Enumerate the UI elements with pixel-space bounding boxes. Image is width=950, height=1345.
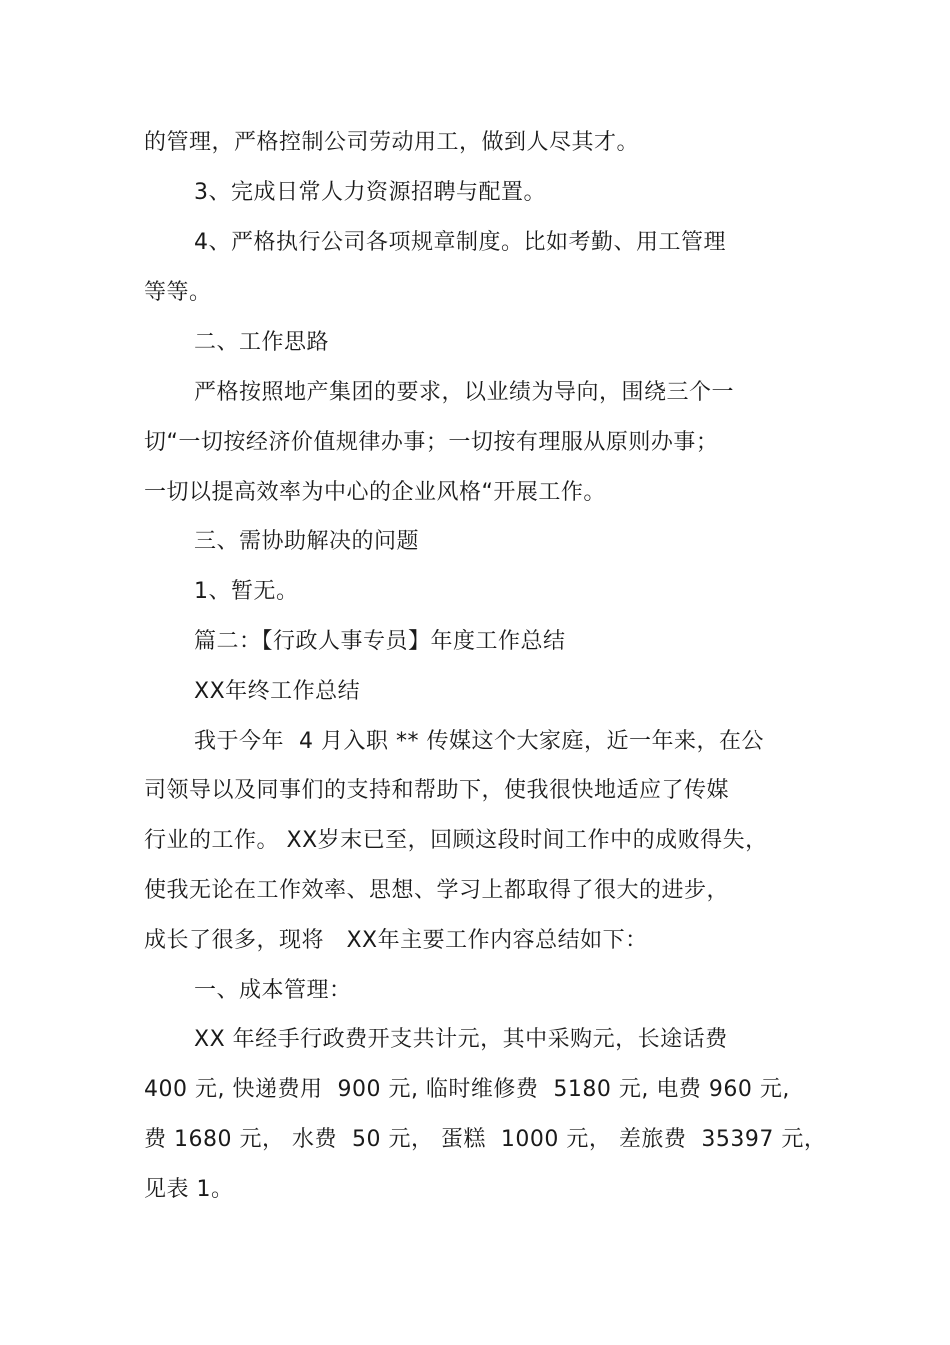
paragraph-line: 我于今年 4 月入职 ** 传媒这个大家庭，近一年来，在公: [194, 729, 764, 754]
paragraph-line: 司领导以及同事们的支持和帮助下，使我很快地适应了传媒: [144, 778, 730, 803]
paragraph-line: 成长了很多，现将 XX年主要工作内容总结如下：: [144, 928, 648, 953]
paragraph-line: 的管理，严格控制公司劳动用工，做到人尽其才。: [144, 130, 640, 155]
section-heading: 一、成本管理：: [194, 978, 352, 1003]
paragraph-line: 一切以提高效率为中心的企业风格“开展工作。: [144, 480, 606, 505]
article-subtitle: XX年终工作总结: [194, 679, 361, 704]
paragraph-line: 见表 1。: [144, 1177, 234, 1202]
paragraph-line: 行业的工作。 XX岁末已至，回顾这段时间工作中的成败得失，: [144, 828, 768, 853]
list-item: 4、严格执行公司各项规章制度。比如考勤、用工管理: [194, 230, 726, 255]
paragraph-line: 等等。: [144, 280, 212, 305]
paragraph-line: 400 元, 快递费用 900 元, 临时维修费 5180 元, 电费 960 元,: [144, 1077, 790, 1102]
article-title: 篇二：【行政人事专员】年度工作总结: [194, 629, 566, 654]
paragraph-line: 费 1680 元， 水费 50 元， 蛋糕 1000 元， 差旅费 35397 元，: [144, 1127, 827, 1152]
section-heading: 三、需协助解决的问题: [194, 529, 420, 554]
paragraph-line: 使我无论在工作效率、思想、学习上都取得了很大的进步，: [144, 878, 730, 903]
paragraph-line: 严格按照地产集团的要求，以业绩为导向，围绕三个一: [194, 380, 735, 405]
section-heading: 二、工作思路: [194, 330, 330, 355]
paragraph-line: 切“一切按经济价值规律办事；一切按有理服从原则办事；: [144, 430, 719, 455]
paragraph-line: XX 年经手行政费开支共计元，其中采购元，长途话费: [194, 1027, 728, 1052]
list-item: 3、完成日常人力资源招聘与配置。: [194, 180, 546, 205]
list-item: 1、暂无。: [194, 579, 299, 604]
